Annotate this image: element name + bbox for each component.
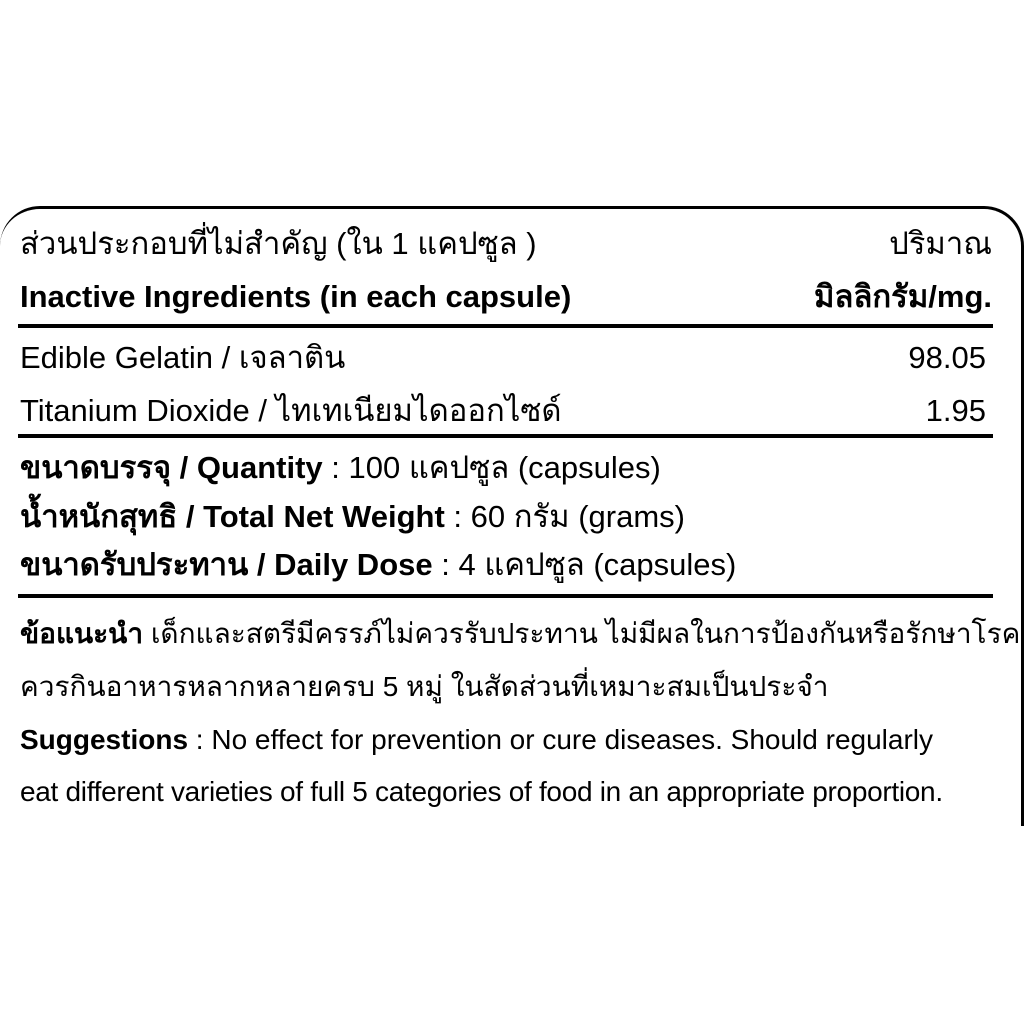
english-suggestions-line-2: eat different varieties of full 5 categories of food in an appropriate proportion. [20,776,943,807]
thai-inactive-title: ส่วนประกอบที่ไม่สำคัญ (ใน 1 แคปซูล ) [20,226,537,261]
daily-dose-label: ขนาดรับประทาน / Daily Dose [20,547,433,582]
net-weight-label: น้ำหนักสุทธิ / Total Net Weight [20,499,445,534]
ingredient-name: Edible Gelatin / เจลาติน [20,340,346,375]
thai-advice-text: เด็กและสตรีมีครรภ์ไม่ควรรับประทาน ไม่มีผลในการป้องกันหรือรักษาโรค [143,618,1021,649]
thai-advice-line-1 [20,620,1020,648]
thai-amount-header: ปริมาณ [889,226,992,261]
english-suggestions-line-1 [20,726,933,754]
header-divider [18,324,993,328]
ingredient-amount: 1.95 [925,393,986,428]
net-weight-line [20,501,685,532]
specs-divider [18,594,993,598]
ingredient-name: Titanium Dioxide / ไทเทเนียมไดออกไซด์ [20,393,562,428]
english-suggestions-text: : No effect for prevention or cure diseases. Should regularly [188,724,934,755]
daily-dose-line [20,549,736,580]
ingredient-amount: 98.05 [908,340,986,375]
quantity-line [20,452,661,483]
thai-advice-label: ข้อแนะนำ [20,618,144,649]
thai-advice-line-2: ควรกินอาหารหลากหลายครบ 5 หมู่ ในสัดส่วนที่เหมาะสมเป็นประจำ [20,671,829,702]
quantity-value: : 100 แคปซูล (capsules) [322,450,661,485]
english-inactive-title: Inactive Ingredients (in each capsule) [20,279,572,314]
net-weight-value: : 60 กรัม (grams) [444,499,685,534]
english-amount-header: มิลลิกรัม/mg. [813,279,992,314]
english-suggestions-label: Suggestions [20,724,189,755]
quantity-label: ขนาดบรรจุ / Quantity [20,450,323,485]
ingredients-divider [18,434,993,438]
daily-dose-value: : 4 แคปซูล (capsules) [432,547,737,582]
